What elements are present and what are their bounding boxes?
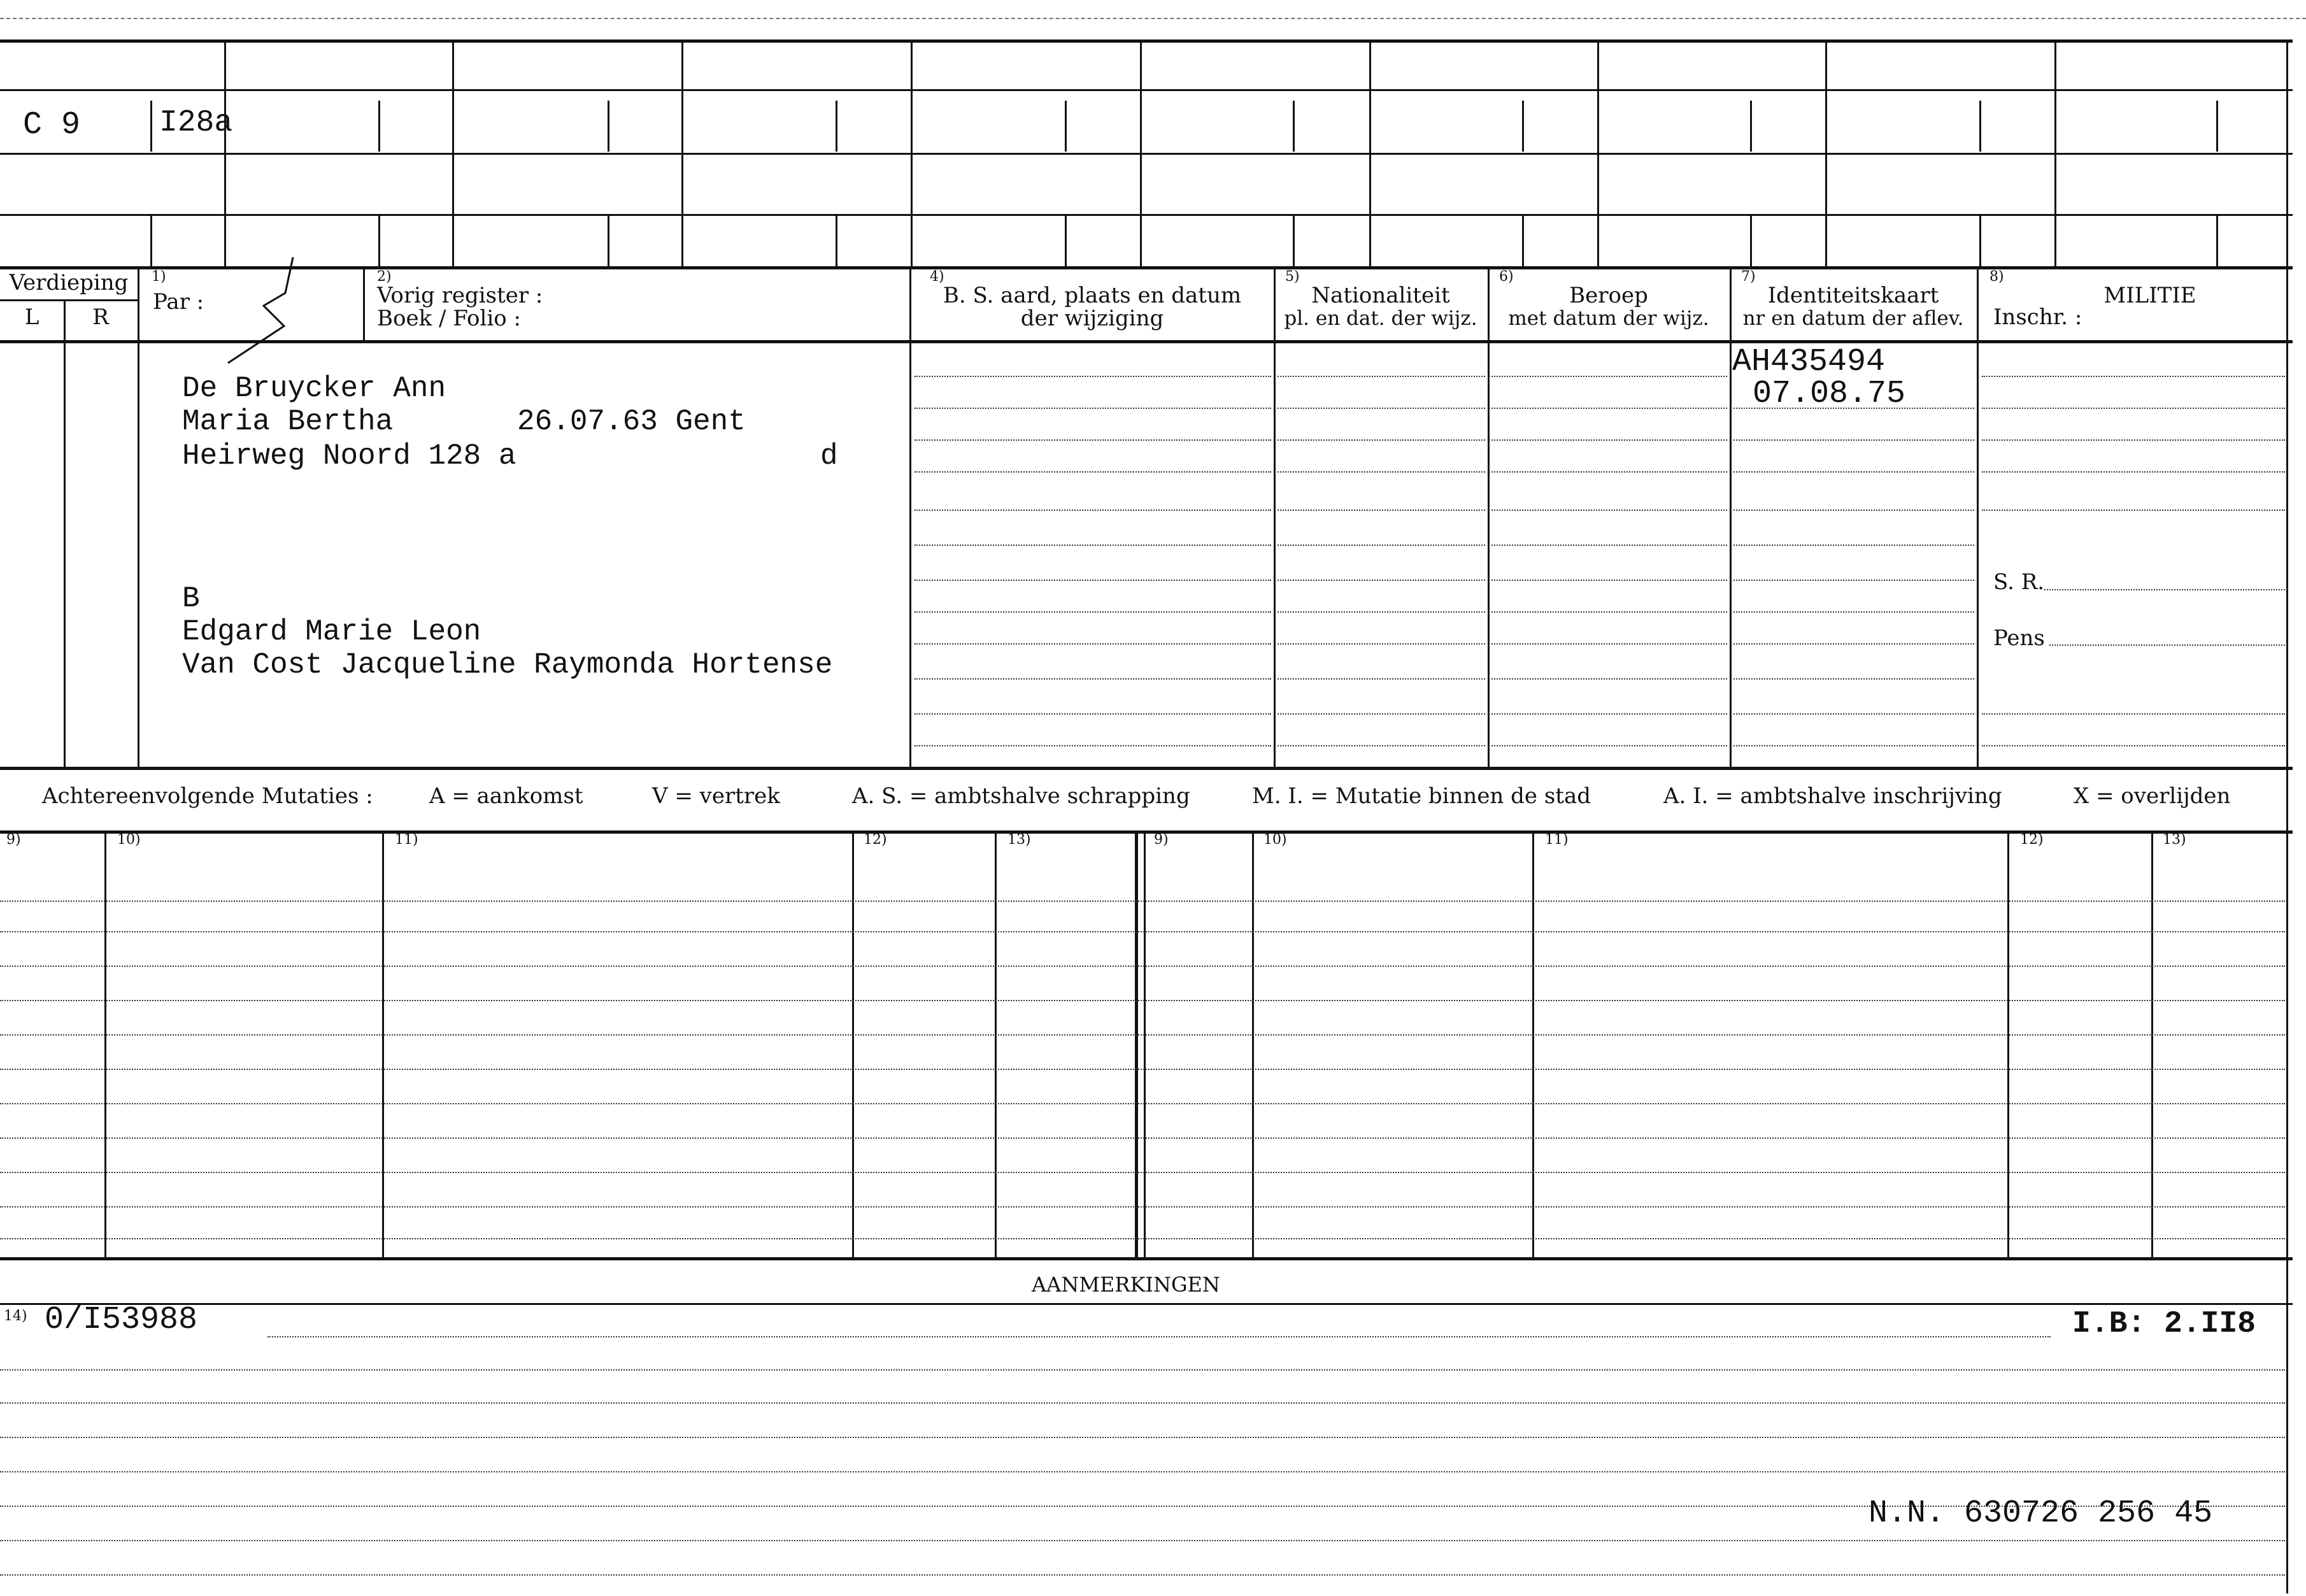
identiteit-header-line2: nr en datum der aflev. — [1742, 307, 1964, 330]
remarks-title: AANMERKINGEN — [1032, 1272, 1220, 1297]
col2-number: 2) — [377, 269, 392, 285]
mut-right-col10: 10) — [1263, 832, 1287, 848]
verdieping-label: Verdieping — [9, 270, 129, 296]
legend-vertrek: V = vertrek — [652, 783, 780, 809]
person-name: De Bruycker Ann — [182, 372, 446, 405]
legend-schrapping: A. S. = ambtshalve schrapping — [852, 783, 1190, 809]
mut-right-col13: 13) — [2163, 832, 2186, 848]
register-code-mid: I28a — [159, 106, 233, 140]
person-mother: Van Cost Jacqueline Raymonda Hortense — [182, 648, 833, 681]
boek-folio-label: Boek / Folio : — [377, 306, 521, 331]
beroep-header-line1: Beroep — [1569, 283, 1648, 308]
verdieping-l: L — [24, 304, 39, 330]
identiteit-header-line1: Identiteitskaart — [1767, 283, 1939, 308]
mut-right-col9: 9) — [1154, 832, 1169, 848]
remarks-nn: N.N. 630726 256 45 — [1868, 1495, 2213, 1532]
person-mark-d: d — [820, 439, 838, 473]
col4-number: 4) — [930, 269, 944, 285]
mut-left-col11: 11) — [395, 832, 418, 848]
register-code-left: C 9 — [23, 107, 81, 143]
col1-number: 1) — [152, 269, 166, 285]
legend-aankomst: A = aankomst — [429, 783, 583, 809]
pens-label: Pens — [1993, 625, 2045, 651]
person-mark-b: B — [182, 582, 200, 615]
beroep-header-line2: met datum der wijz. — [1508, 307, 1709, 330]
legend-inschrijving: A. I. = ambtshalve inschrijving — [1663, 783, 2002, 809]
person-address: Heirweg Noord 128 a — [182, 439, 516, 473]
remarks-ib: I.B: 2.II8 — [2072, 1307, 2256, 1341]
identity-date: 07.08.75 — [1753, 376, 1906, 412]
col7-number: 7) — [1741, 269, 1756, 285]
par-stroke-mark — [223, 255, 299, 369]
remarks-number: 14) — [4, 1308, 27, 1324]
person-given-names: Maria Bertha — [182, 405, 394, 438]
identity-number: AH435494 — [1732, 344, 1886, 380]
mut-left-col9: 9) — [6, 832, 21, 848]
vorig-register-label: Vorig register : — [377, 283, 543, 308]
nationaliteit-header-line1: Nationaliteit — [1311, 283, 1450, 308]
mut-left-col10: 10) — [117, 832, 141, 848]
inschr-label: Inschr. : — [1993, 304, 2082, 330]
par-label: Par : — [153, 289, 204, 315]
col5-number: 5) — [1285, 269, 1300, 285]
legend-title: Achtereenvolgende Mutaties : — [42, 783, 373, 809]
mut-right-col11: 11) — [1545, 832, 1569, 848]
mut-right-col12: 12) — [2020, 832, 2044, 848]
remarks-reference: 0/I53988 — [45, 1302, 198, 1338]
person-birth: 26.07.63 Gent — [517, 405, 746, 438]
legend-mutatie: M. I. = Mutatie binnen de stad — [1252, 783, 1591, 809]
legend-overlijden: X = overlijden — [2074, 783, 2231, 809]
verdieping-r: R — [92, 304, 109, 330]
mut-left-col13: 13) — [1007, 832, 1031, 848]
person-father: Edgard Marie Leon — [182, 615, 481, 648]
sr-label: S. R. — [1993, 569, 2045, 595]
bs-header-line1: B. S. aard, plaats en datum — [943, 283, 1242, 308]
militie-header: MILITIE — [2103, 283, 2196, 308]
nationaliteit-header-line2: pl. en dat. der wijz. — [1284, 307, 1477, 330]
mut-left-col12: 12) — [864, 832, 887, 848]
bs-header-line2: der wijziging — [1020, 306, 1164, 331]
col8-number: 8) — [1989, 269, 2004, 285]
col6-number: 6) — [1499, 269, 1514, 285]
